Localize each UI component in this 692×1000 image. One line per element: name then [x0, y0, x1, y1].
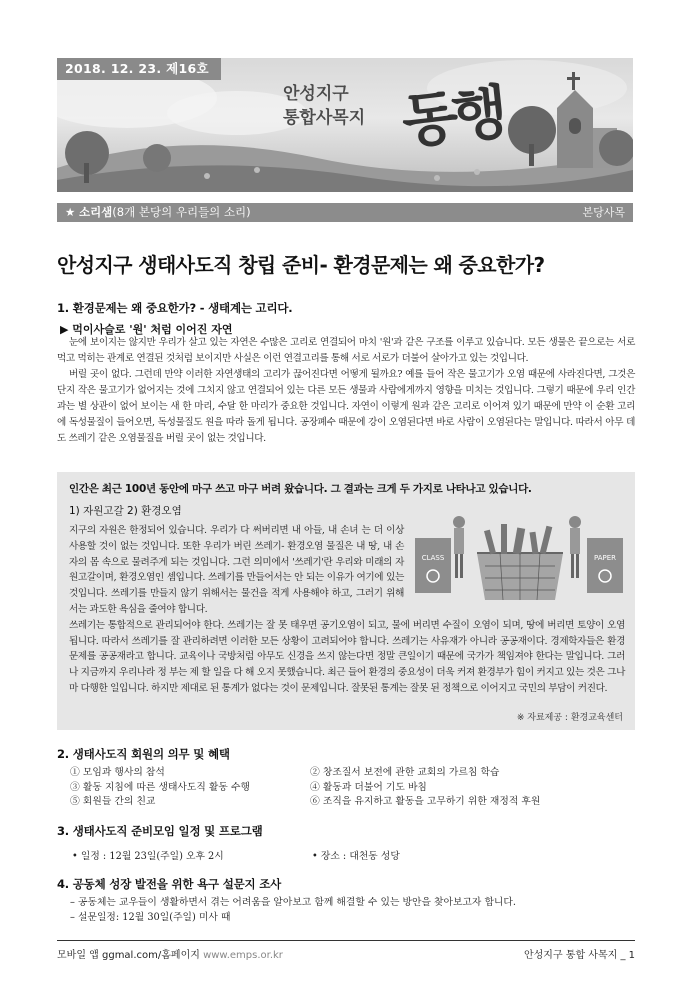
heading-part-3: 3. 생태사도직 준비모임 일정 및 프로그램 — [57, 824, 263, 838]
survey-line-2: – 설문일정: 12월 30일(주일) 미사 때 — [70, 912, 231, 923]
list-row — [70, 766, 630, 781]
bin-label-left: CLASS — [421, 554, 445, 562]
box-text-narrow: 지구의 자원은 한정되어 있습니다. 우리가 다 써버리면 내 아들, 내 손녀 는 더 이상 사용할 것이 없는 것입니다. 또한 우리가 버린 쓰레기- 환경오염 물질은 내 땅, 내 손자의 몸 속으로 물려주게 되는 것입니다. 그런 의미에서 '쓰레기'란 우리와 미래의 자원고갈이며, 환경오염인 셈입니다. 쓰레기를 만들어서는 안 되는 이유가 여기에 있는 것입니다. 쓰레기를 만들지 않기 위해서는 물건을 적게 사용해야 하고, 그러기 위해서는 과도한 욕심을 줄여야 합니다. — [69, 525, 404, 615]
issue-date-label: 2018. 12. 23. 제16호 — [57, 58, 221, 80]
footer-divider — [57, 940, 635, 941]
page-number: 안성지구 통합 사목지 _ 1 — [523, 950, 635, 961]
section-name: 소리샘 — [78, 205, 113, 219]
bin-label-right: PAPER — [593, 554, 617, 562]
subheading-food-chain: ▶ 먹이사슬로 '원' 처럼 이어진 자연 — [60, 323, 233, 336]
section-desc: (8개 본당의 우리들의 소리) — [112, 205, 251, 219]
list-item: ⑥ 조직을 유지하고 활동을 고무하기 위한 재정적 후원 — [310, 796, 541, 807]
publication-name — [283, 82, 365, 130]
list-row — [70, 795, 630, 810]
homepage-link[interactable]: www.emps.or.kr — [203, 950, 283, 961]
section-category: 본당사목 — [582, 206, 625, 219]
box-text-wide: 쓰레기는 통합적으로 관리되어야 한다. 쓰레기는 잘 못 태우면 공기오염이 되고, 물에 버리면 수질이 오염이 되며, 땅에 버리면 토양이 오염됩니다. 따라서 쓰레기를 잘 관리하려면 이러한 모든 상황이 고려되어야 합니다. 쓰레기는 사유재가 아니라 공공재이다. 경제학자들은 환경문제를 공공재라고 합니다. 교육이나 국방처럼 아무도 신경을 쓰지 않는다면 정말 큰일이기 때문에 국가가 책임져야 한다는 말입니다. 그러나 지금까지 우리나라 정 부는 제 할 일을 다 해 오지 못했습니다. 최근 들어 환경의 중요성이 더욱 커져 환경부가 힘이 커지고 있는 것은 그나마 다행한 일입니다. 하지만 제대로 된 통계가 없다는 것이 문제입니다. 잘못된 통계는 잘못 된 정책으로 이어지고 국민의 부담이 커진다. — [69, 619, 625, 694]
list-item: ④ 활동과 더불어 기도 바침 — [310, 781, 427, 793]
schedule-place: • 장소 : 대천동 성당 — [312, 851, 400, 862]
footer-links — [57, 946, 283, 961]
article-title: 안성지구 생태사도직 창립 준비- 환경문제는 왜 중요한가? — [57, 253, 545, 277]
paragraph-1: 눈에 보이지는 않지만 우리가 살고 있는 자연은 수많은 고리로 연결되어 마치 '원'과 같은 구조를 이루고 있습니다. 모든 생물은 끝으로는 서로 먹고 먹히는 관계로 연결된 것처럼 보이지만 사실은 이런 연결고리를 통해 서로 서로가 더불어 살아가고 있는 것입니다. — [57, 337, 635, 364]
logo-calligraphy: 동행 — [398, 77, 506, 157]
schedule-date: • 일정 : 12월 23일(주일) 오후 2시 — [72, 851, 224, 862]
list-row — [70, 781, 630, 796]
source-credit: ※ 자료제공 : 환경교육센터 — [516, 713, 623, 723]
list-item: ② 창조질서 보전에 관한 교회의 가르침 학습 — [310, 767, 500, 778]
paragraph-2: 버릴 곳이 없다. 그런데 만약 이러한 자연생태의 고리가 끊어진다면 어떻게 될까요? 예를 들어 작은 물고기가 오염 때문에 사라진다면, 그것은 단지 작은 물고기가 없어지는 것에 그치지 않고 연결되어 있는 다른 모든 생물과 사람에게까지 영향을 미치는 것입니다. 그렇기 때문에 우리 인간과는 별 상관이 없어 보이는 새 한 마리, 수달 한 마리가 중요한 것입니다. 자연이 이렇게 원과 같은 고리로 이어져 있기 때문에 만약 이 순환 고리 에 독성물질이 들어오면, 독성물질도 원을 따라 돌게 됩니다. 공장폐수 때문에 강이 오염된다면 바로 사람이 오염된다는 말입니다. 따라서 아무 데도 쓰레기 같은 오염물질을 버릴 곳이 없는 것입니다. — [57, 369, 635, 444]
star-icon: ★ — [65, 205, 76, 219]
info-box — [57, 472, 635, 730]
footer-app-label: 모바일 앱 ggmal.com/홈페이지 — [57, 950, 204, 961]
list-item: ③ 활동 지침에 따른 생태사도직 활동 수행 — [70, 781, 250, 793]
list-item: ① 모임과 행사의 참석 — [70, 767, 165, 778]
section-bar — [57, 203, 633, 222]
box-body — [69, 523, 625, 697]
heading-part-1: 1. 환경문제는 왜 중요한가? - 생태계는 고리다. — [57, 301, 293, 315]
part-1-body — [57, 335, 635, 447]
box-subtitle: 1) 자원고갈 2) 환경오염 — [69, 505, 182, 517]
brand-line-1: 안성지구 — [283, 84, 349, 104]
header-banner — [57, 58, 633, 192]
brand-line-2: 통합사목지 — [283, 108, 366, 128]
heading-part-2: 2. 생태사도직 회원의 의무 및 혜택 — [57, 747, 230, 761]
section-title — [65, 203, 251, 222]
heading-part-4: 4. 공동체 성장 발전을 위한 욕구 설문지 조사 — [57, 877, 282, 891]
box-lead: 인간은 최근 100년 동안에 마구 쓰고 마구 버려 왔습니다. 그 결과는 크게 두 가지로 나타나고 있습니다. — [69, 483, 532, 495]
list-item: ⑤ 회원들 간의 친교 — [70, 796, 156, 807]
survey-info — [70, 895, 630, 925]
member-duties-list — [70, 766, 630, 810]
survey-line-1: – 공동체는 교우들이 생활하면서 겪는 어려움을 알아보고 함께 해결할 수 있는 방안을 찾아보고자 합니다. — [70, 897, 516, 908]
